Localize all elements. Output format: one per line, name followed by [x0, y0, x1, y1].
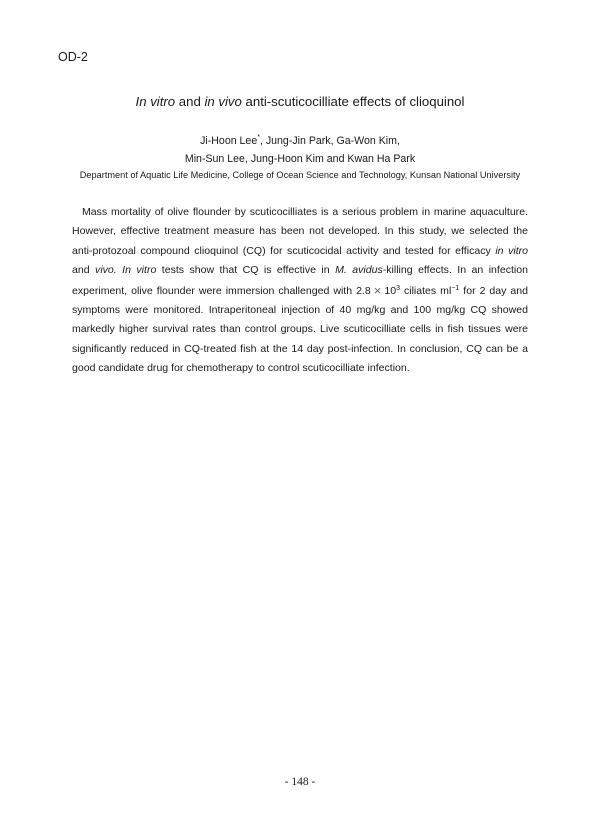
abstract-text-7: for 2 day and symptoms were monitored. Intraperitoneal injection of 40 mg/kg and 100 mg/kg CQ showed markedly higher survival rates than control groups. Live scuticocilliate cells in fish tissues were significantly reduced in CQ-treated fish at the 14 day post-infection. In conclusion, CQ can be a good candidate drug for chemotherapy to control scuticocilliate infection. — [72, 284, 529, 375]
title-italic-in-vivo: in vivo — [204, 94, 242, 109]
abstract-text-4: -killing effects. In an infection experiment, olive flounder were immersion challenged with 2.8 — [72, 264, 528, 297]
paper-title — [0, 94, 600, 109]
page-number: - 148 - — [284, 776, 316, 788]
abstract-italic-1: in vitro — [495, 244, 528, 257]
abstract-text-3: tests show that CQ is effective in — [156, 264, 336, 277]
title-and: and — [175, 94, 205, 109]
affiliation: Department of Aquatic Life Medicine, College of Ocean Science and Technology, Kunsan National University — [79, 170, 521, 180]
author-line-2: Min-Sun Lee, Jung-Hoon Kim and Kwan Ha Park — [184, 153, 416, 165]
multiplication-sign: × — [373, 282, 382, 298]
exponent-3: 3 — [396, 284, 400, 292]
abstract-text-5: 10 — [384, 284, 397, 297]
abstract-italic-3: M. avidus — [335, 264, 383, 277]
corresponding-mark: * — [257, 134, 260, 141]
title-italic-in-vitro: In vitro — [135, 94, 176, 109]
author-list — [0, 132, 600, 168]
exponent-minus-1: −1 — [451, 284, 460, 292]
first-author: Ji-Hoon Lee — [200, 135, 258, 147]
abstract-text-2: and — [72, 264, 96, 277]
abstract-text-1: Mass mortality of olive flounder by scuticocilliates is a serious problem in marine aquaculture. However, effective treatment measure has been not developed. In this study, we selected the anti-protozoal compound clioquinol (CQ) for scuticocidal activity and tested for efficacy — [72, 206, 528, 257]
author-line-1-rest: , Jung-Jin Park, Ga-Won Kim, — [259, 135, 400, 147]
abstract-italic-2: vivo. In vitro — [95, 264, 157, 277]
author-line-1 — [0, 132, 600, 150]
abstract-text-6: ciliates ml — [399, 284, 452, 297]
session-code: OD-2 — [58, 50, 88, 64]
title-rest: anti-scuticocilliate effects of clioquinol — [241, 94, 465, 109]
abstract-paragraph — [72, 203, 528, 379]
